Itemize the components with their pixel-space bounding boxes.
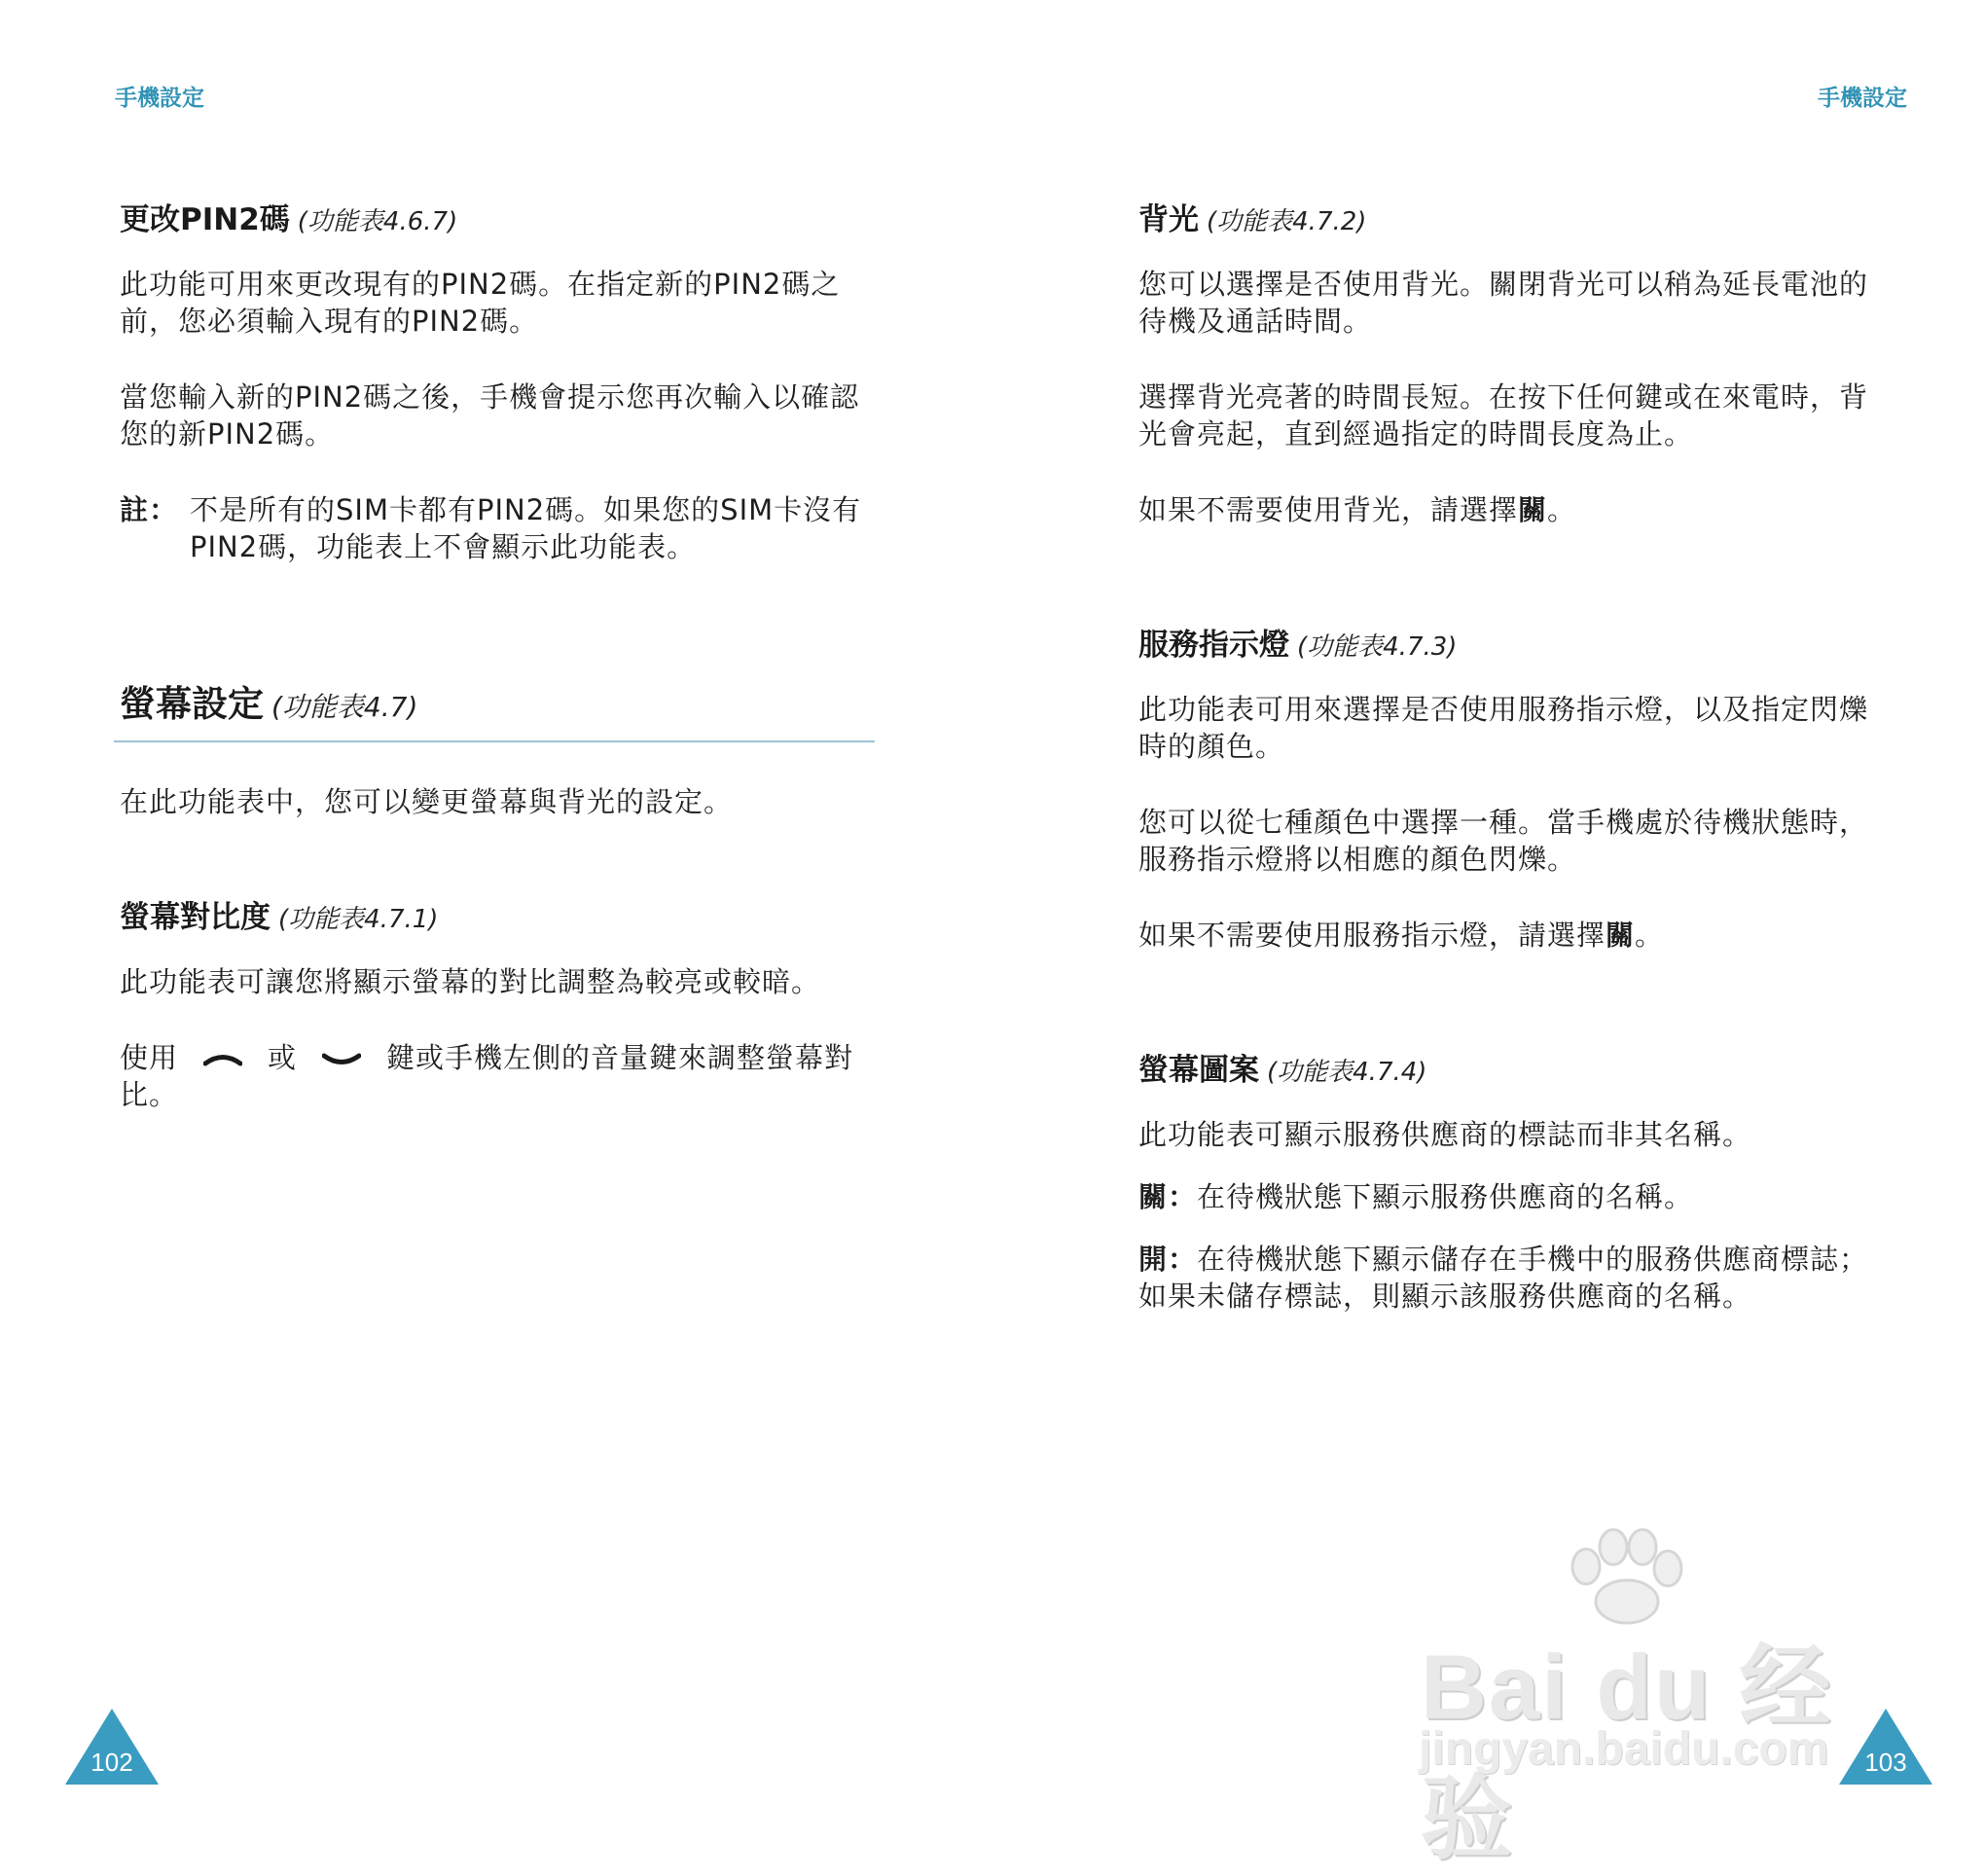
baidu-watermark	[1411, 1528, 1897, 1869]
heading-title: 服務指示燈	[1138, 628, 1289, 663]
paragraph: 選擇背光亮著的時間長短。在按下任何鍵或在來電時，背光會亮起，直到經過指定的時間長度為止。	[1138, 380, 1869, 451]
page-number: 102	[90, 1748, 133, 1777]
heading-divider	[114, 740, 875, 742]
paragraph: 在此功能表中，您可以變更螢幕與背光的設定。	[120, 785, 734, 818]
left-content	[120, 195, 869, 1152]
paragraph: 您可以從七種顏色中選擇一種。當手機處於待機狀態時，服務指示燈將以相應的顏色閃爍。	[1138, 806, 1869, 876]
heading-title: 背光	[1138, 202, 1199, 237]
paragraph: 此功能可用來更改現有的PIN2碼。在指定新的PIN2碼之前，您必須輸入現有的PIN2碼。	[120, 268, 841, 338]
menu-ref: (功能表4.7.2)	[1207, 207, 1367, 236]
paragraph: 此功能表可用來選擇是否使用服務指示燈，以及指定閃爍時的顏色。	[1138, 693, 1869, 763]
section-heading-screen-pattern	[1138, 1045, 1888, 1089]
section-heading-service-light	[1138, 620, 1888, 664]
keyword: 關：	[1138, 1180, 1198, 1213]
paragraph: 此功能表可顯示服務供應商的標誌而非其名稱。	[1138, 1118, 1752, 1151]
right-content	[1138, 195, 1888, 1353]
section-heading-contrast	[120, 892, 869, 936]
menu-ref: (功能表4.7.1)	[278, 905, 439, 934]
watermark-text: Bai du 经验	[1421, 1636, 1833, 1869]
left-page	[0, 0, 992, 1822]
page-number-badge	[63, 1707, 161, 1786]
text: 或	[268, 1041, 298, 1074]
down-soft-key-icon	[322, 1053, 361, 1066]
note-label: 註：	[120, 493, 179, 526]
paragraph: 此功能表可讓您將顯示螢幕的對比調整為較亮或較暗。	[120, 965, 821, 998]
section-heading-backlight	[1138, 195, 1888, 238]
paragraph: 當您輸入新的PIN2碼之後，手機會提示您再次輸入以確認您的新PIN2碼。	[120, 380, 860, 451]
text: 。	[1635, 919, 1665, 952]
section-heading-change-pin2	[120, 195, 869, 238]
text: 。	[1547, 493, 1577, 526]
option-on	[1138, 1241, 1888, 1315]
note-text: 不是所有的SIM卡都有PIN2碼。如果您的SIM卡沒有PIN2碼，功能表上不會顯示此功能表。	[190, 493, 862, 563]
keyword: 開：	[1138, 1243, 1198, 1276]
heading-title: 更改PIN2碼	[120, 202, 290, 237]
text: 使用	[120, 1041, 179, 1074]
watermark-url: jingyan.baidu.com	[1419, 1723, 1829, 1775]
menu-ref: (功能表4.7.4)	[1267, 1058, 1427, 1087]
menu-ref: (功能表4.7)	[271, 691, 418, 723]
option-off	[1138, 1178, 1888, 1215]
menu-ref: (功能表4.7.3)	[1297, 632, 1458, 662]
paw-icon	[1557, 1528, 1693, 1625]
heading-title: 螢幕圖案	[1138, 1053, 1259, 1088]
section-heading-display-settings	[120, 674, 869, 727]
text: 在待機狀態下顯示儲存在手機中的服務供應商標誌；如果未儲存標誌，則顯示該服務供應商的名稱。	[1138, 1243, 1869, 1313]
heading-title: 螢幕對比度	[120, 900, 271, 935]
note	[120, 491, 869, 565]
keyword: 關	[1518, 493, 1548, 526]
paragraph	[1138, 491, 1888, 528]
running-header: 手機設定	[115, 86, 204, 111]
text: 如果不需要使用背光，請選擇	[1138, 493, 1519, 526]
keyword: 關	[1606, 919, 1636, 952]
page-number: 103	[1864, 1748, 1907, 1777]
text: 在待機狀態下顯示服務供應商的名稱。	[1197, 1180, 1694, 1213]
paragraph: 您可以選擇是否使用背光。關閉背光可以稍為延長電池的待機及通話時間。	[1138, 268, 1869, 338]
up-soft-key-icon	[203, 1053, 242, 1066]
running-header: 手機設定	[1818, 86, 1907, 111]
heading-title: 螢幕設定	[120, 683, 264, 725]
text: 鍵或手機左側的音量鍵來調整螢幕對比。	[120, 1041, 854, 1111]
text: 如果不需要使用服務指示燈，請選擇	[1138, 919, 1606, 952]
menu-ref: (功能表4.6.7)	[297, 207, 458, 236]
paragraph-volume-keys	[120, 1039, 869, 1113]
paragraph	[1138, 917, 1888, 954]
